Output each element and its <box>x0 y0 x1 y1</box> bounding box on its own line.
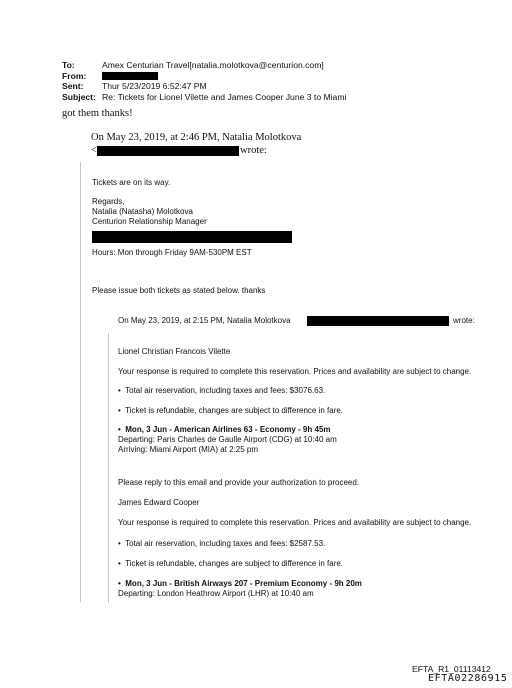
bates-number: EFTA02286915 <box>428 673 508 684</box>
quote1-signature-redaction <box>92 231 292 243</box>
passenger1-depart: Departing: Paris Charles de Gaulle Airport (CDG) at 10:40 am <box>118 435 337 444</box>
quote1-open-bracket: < <box>91 145 97 156</box>
bullet: • <box>118 425 121 434</box>
subject-value: Re: Tickets for Lionel Vilette and James Cooper June 3 to Miami <box>102 91 347 102</box>
passenger1-total-item <box>118 386 325 395</box>
bullet: • <box>118 406 121 415</box>
bullet: • <box>118 579 121 588</box>
from-label: From: <box>62 70 87 81</box>
passenger2-notice: Your response is required to complete this reservation. Prices and availability are subject to change. <box>118 518 472 527</box>
bullet: • <box>118 539 121 548</box>
reply-request: Please reply to this email and provide your authorization to proceed. <box>118 478 360 487</box>
passenger1-refund-item <box>118 406 343 415</box>
quote1-line1: Tickets are on its way. <box>92 178 171 187</box>
passenger2-refund-item <box>118 559 343 568</box>
passenger2-depart: Departing: London Heathrow Airport (LHR) at 10:40 am <box>118 589 314 598</box>
passenger1-total: Total air reservation, including taxes and fees: $3076.63. <box>125 386 326 395</box>
to-row <box>62 60 346 71</box>
passenger2-flight-item <box>118 579 362 588</box>
passenger1-notice: Your response is required to complete this reservation. Prices and availability are subject to change. <box>118 367 472 376</box>
bates-number-r1: EFTA_R1_01113412 <box>412 664 491 674</box>
passenger1-flight-item <box>118 425 331 434</box>
passenger2-name: James Edward Cooper <box>118 498 200 507</box>
passenger1-flight: Mon, 3 Jun - American Airlines 63 - Economy - 9h 45m <box>125 425 331 434</box>
quote1-email-redaction <box>97 146 239 156</box>
quote1-signer-name: Natalia (Natasha) Molotkova <box>92 207 193 216</box>
to-value: Amex Centurian Travel[natalia.molotkova@centurion.com] <box>102 60 324 70</box>
sent-row <box>62 81 346 92</box>
subject-label: Subject: <box>62 91 96 102</box>
passenger2-flight: Mon, 3 Jun - British Airways 207 - Premium Economy - 9h 20m <box>125 579 362 588</box>
from-row <box>62 71 346 82</box>
quote2-header: On May 23, 2019, at 2:15 PM, Natalia Molotkova <box>118 316 291 325</box>
reply-text: got them thanks! <box>62 108 133 119</box>
quote1-header: On May 23, 2019, at 2:46 PM, Natalia Molotkova <box>91 132 302 143</box>
sent-value: Thur 5/23/2019 6:52:47 PM <box>102 81 207 92</box>
quote1-signer-title: Centurion Relationship Manager <box>92 217 207 226</box>
passenger2-total: Total air reservation, including taxes and fees: $2587.53. <box>125 539 326 548</box>
quote2-wrote: wrote: <box>453 316 475 325</box>
quote2-email-redaction <box>307 316 449 326</box>
quote1-wrote: wrote: <box>240 145 267 156</box>
quote1-request: Please issue both tickets as stated below. thanks <box>92 286 266 295</box>
quote1-regards: Regards, <box>92 197 125 206</box>
quote1-rule <box>80 162 81 602</box>
bullet: • <box>118 559 121 568</box>
to-label: To: <box>62 60 75 70</box>
passenger1-refund: Ticket is refundable, changes are subject to difference in fare. <box>125 406 344 415</box>
from-redaction <box>102 72 158 80</box>
passenger2-total-item <box>118 539 325 548</box>
quote1-hours: Hours: Mon through Friday 9AM-530PM EST <box>92 248 252 257</box>
email-header <box>62 60 346 102</box>
bullet: • <box>118 386 121 395</box>
sent-label: Sent: <box>62 81 84 92</box>
passenger2-refund: Ticket is refundable, changes are subject to difference in fare. <box>125 559 344 568</box>
passenger1-name: Lionel Christian Francois Vilette <box>118 347 231 356</box>
subject-row <box>62 92 346 103</box>
quote2-rule <box>108 333 109 603</box>
passenger1-arrive: Arriving: Miami Airport (MIA) at 2:25 pm <box>118 445 259 454</box>
